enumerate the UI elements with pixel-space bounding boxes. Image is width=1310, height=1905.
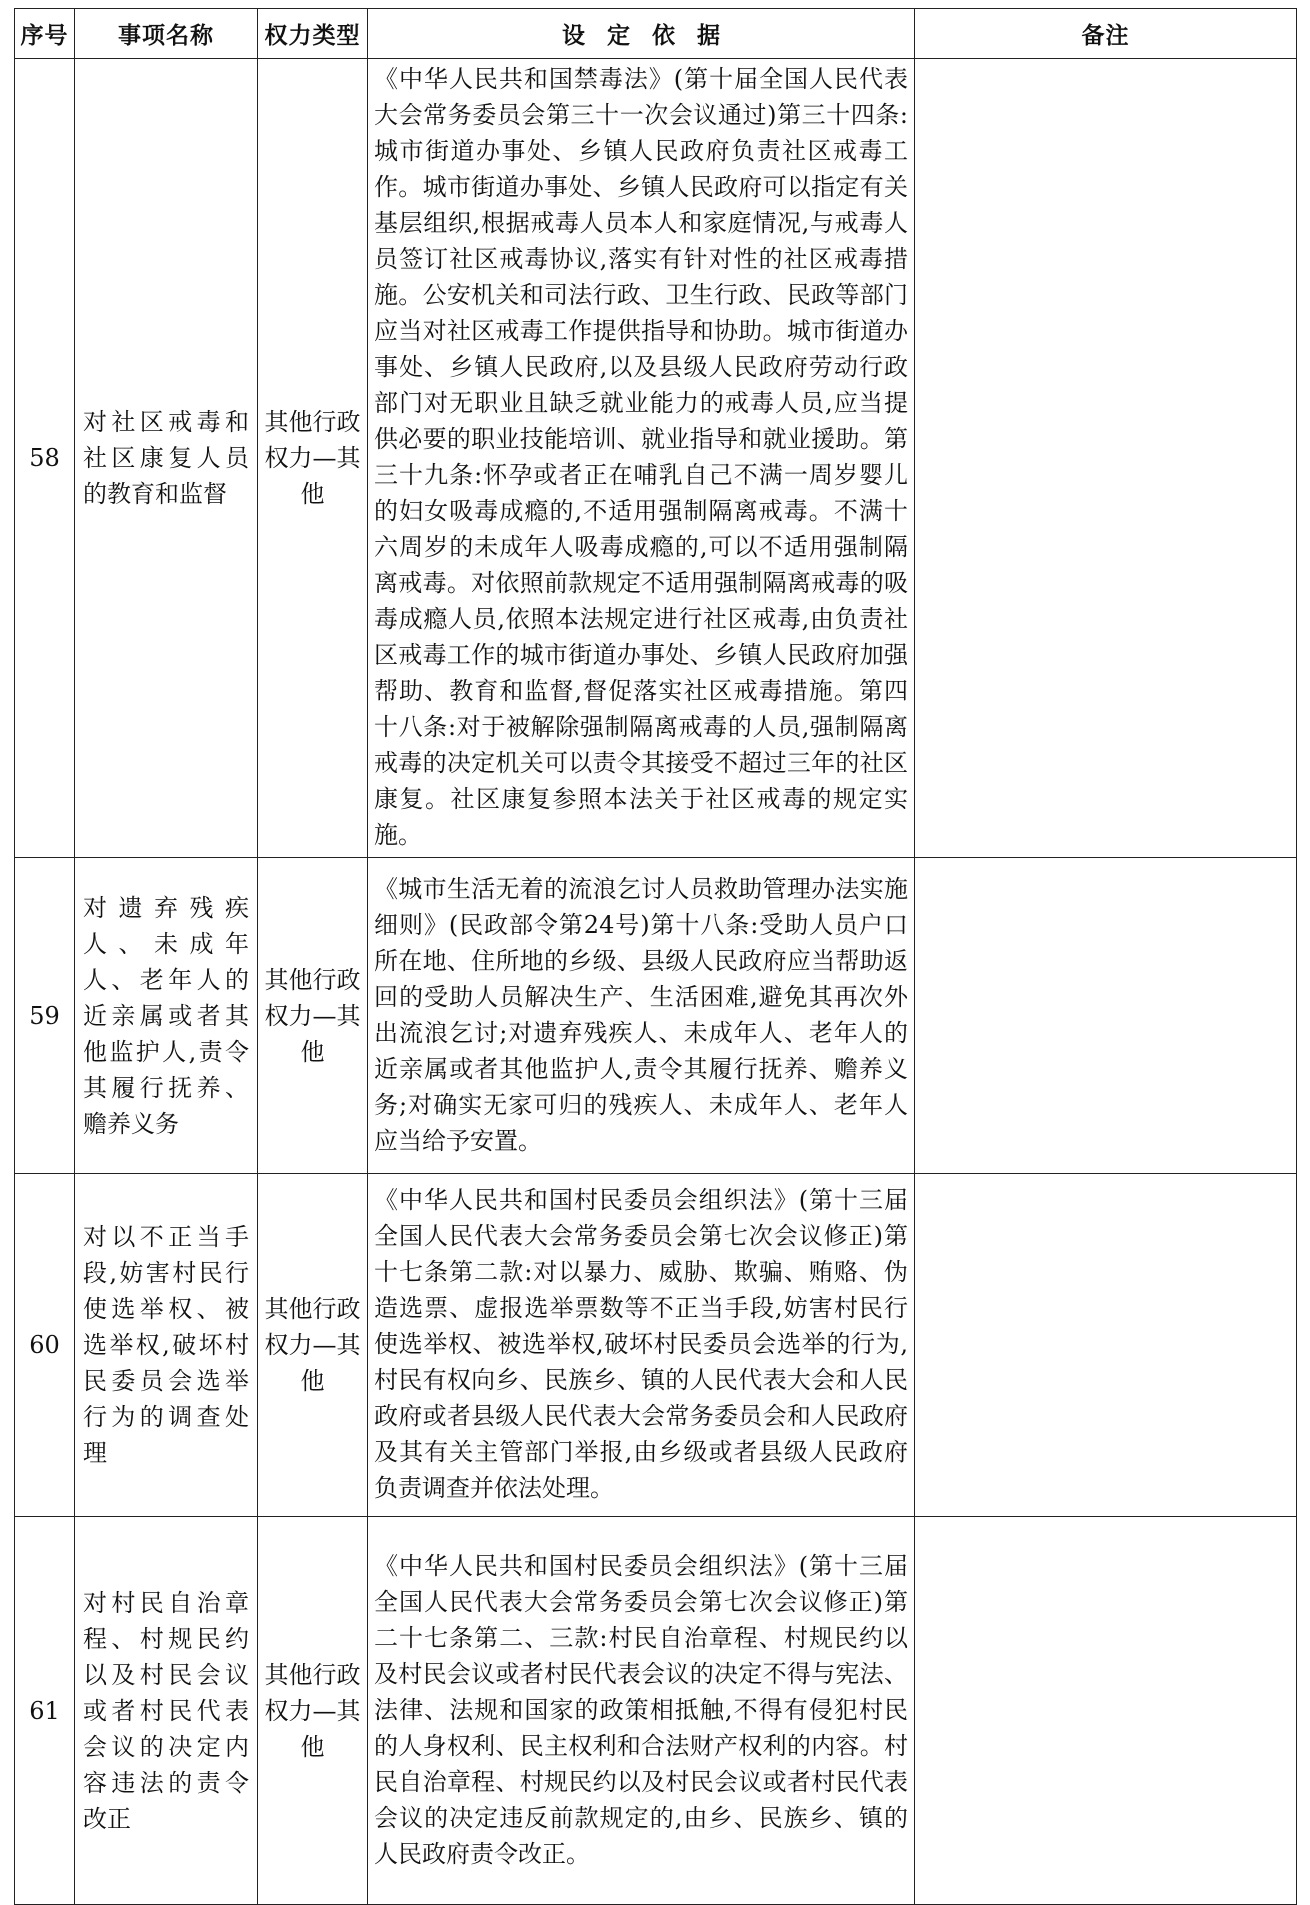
- table-row: [15, 1174, 1297, 1517]
- row-power-type: 其他行政权力—其他: [258, 858, 368, 1174]
- header-legal-basis: 设定依据: [368, 9, 915, 59]
- table-header-row: [15, 9, 1297, 59]
- row-seq: 60: [15, 1174, 75, 1517]
- row-power-type: 其他行政权力—其他: [258, 1174, 368, 1517]
- powers-table: [14, 8, 1297, 1905]
- row-legal-basis: 《中华人民共和国村民委员会组织法》(第十三届全国人民代表大会常务委员会第七次会议修正)第十七条第二款:对以暴力、威胁、欺骗、贿赂、伪造选票、虚报选举票数等不正当手段,妨害村民行使选举权、被选举权,破坏村民委员会选举的行为,村民有权向乡、民族乡、镇的人民代表大会和人民政府或者县级人民代表大会常务委员会和人民政府及其有关主管部门举报,由乡级或者县级人民政府负责调查并依法处理。: [368, 1174, 915, 1517]
- row-seq: 58: [15, 59, 75, 858]
- row-item-name: 对以不正当手段,妨害村民行使选举权、被选举权,破坏村民委员会选举行为的调查处理: [75, 1174, 258, 1517]
- row-legal-basis: 《中华人民共和国村民委员会组织法》(第十三届全国人民代表大会常务委员会第七次会议修正)第二十七条第二、三款:村民自治章程、村规民约以及村民会议或者村民代表会议的决定不得与宪法、法律、法规和国家的政策相抵触,不得有侵犯村民的人身权利、民主权利和合法财产权利的内容。村民自治章程、村规民约以及村民会议或者村民代表会议的决定违反前款规定的,由乡、民族乡、镇的人民政府责令改正。: [368, 1517, 915, 1905]
- table-row: [15, 59, 1297, 858]
- row-seq: 61: [15, 1517, 75, 1905]
- row-remark: [915, 858, 1297, 1174]
- row-item-name: 对村民自治章程、村规民约以及村民会议或者村民代表会议的决定内容违法的责令改正: [75, 1517, 258, 1905]
- table-row: [15, 1517, 1297, 1905]
- header-power-type: 权力类型: [258, 9, 368, 59]
- row-legal-basis: 《城市生活无着的流浪乞讨人员救助管理办法实施细则》(民政部令第24号)第十八条:受助人员户口所在地、住所地的乡级、县级人民政府应当帮助返回的受助人员解决生产、生活困难,避免其再次外出流浪乞讨;对遗弃残疾人、未成年人、老年人的近亲属或者其他监护人,责令其履行抚养、赡养义务;对确实无家可归的残疾人、未成年人、老年人应当给予安置。: [368, 858, 915, 1174]
- header-remark: 备注: [915, 9, 1297, 59]
- row-remark: [915, 1174, 1297, 1517]
- header-item-name: 事项名称: [75, 9, 258, 59]
- row-remark: [915, 1517, 1297, 1905]
- header-seq: 序号: [15, 9, 75, 59]
- row-power-type: 其他行政权力—其他: [258, 59, 368, 858]
- row-power-type: 其他行政权力—其他: [258, 1517, 368, 1905]
- row-item-name: 对遗弃残疾人、未成年人、老年人的近亲属或者其他监护人,责令其履行抚养、赡养义务: [75, 858, 258, 1174]
- row-legal-basis: 《中华人民共和国禁毒法》(第十届全国人民代表大会常务委员会第三十一次会议通过)第三十四条:城市街道办事处、乡镇人民政府负责社区戒毒工作。城市街道办事处、乡镇人民政府可以指定有关基层组织,根据戒毒人员本人和家庭情况,与戒毒人员签订社区戒毒协议,落实有针对性的社区戒毒措施。公安机关和司法行政、卫生行政、民政等部门应当对社区戒毒工作提供指导和协助。城市街道办事处、乡镇人民政府,以及县级人民政府劳动行政部门对无职业且缺乏就业能力的戒毒人员,应当提供必要的职业技能培训、就业指导和就业援助。第三十九条:怀孕或者正在哺乳自己不满一周岁婴儿的妇女吸毒成瘾的,不适用强制隔离戒毒。不满十六周岁的未成年人吸毒成瘾的,可以不适用强制隔离戒毒。对依照前款规定不适用强制隔离戒毒的吸毒成瘾人员,依照本法规定进行社区戒毒,由负责社区戒毒工作的城市街道办事处、乡镇人民政府加强帮助、教育和监督,督促落实社区戒毒措施。第四十八条:对于被解除强制隔离戒毒的人员,强制隔离戒毒的决定机关可以责令其接受不超过三年的社区康复。社区康复参照本法关于社区戒毒的规定实施。: [368, 59, 915, 858]
- row-remark: [915, 59, 1297, 858]
- row-item-name: 对社区戒毒和社区康复人员的教育和监督: [75, 59, 258, 858]
- table-row: [15, 858, 1297, 1174]
- row-seq: 59: [15, 858, 75, 1174]
